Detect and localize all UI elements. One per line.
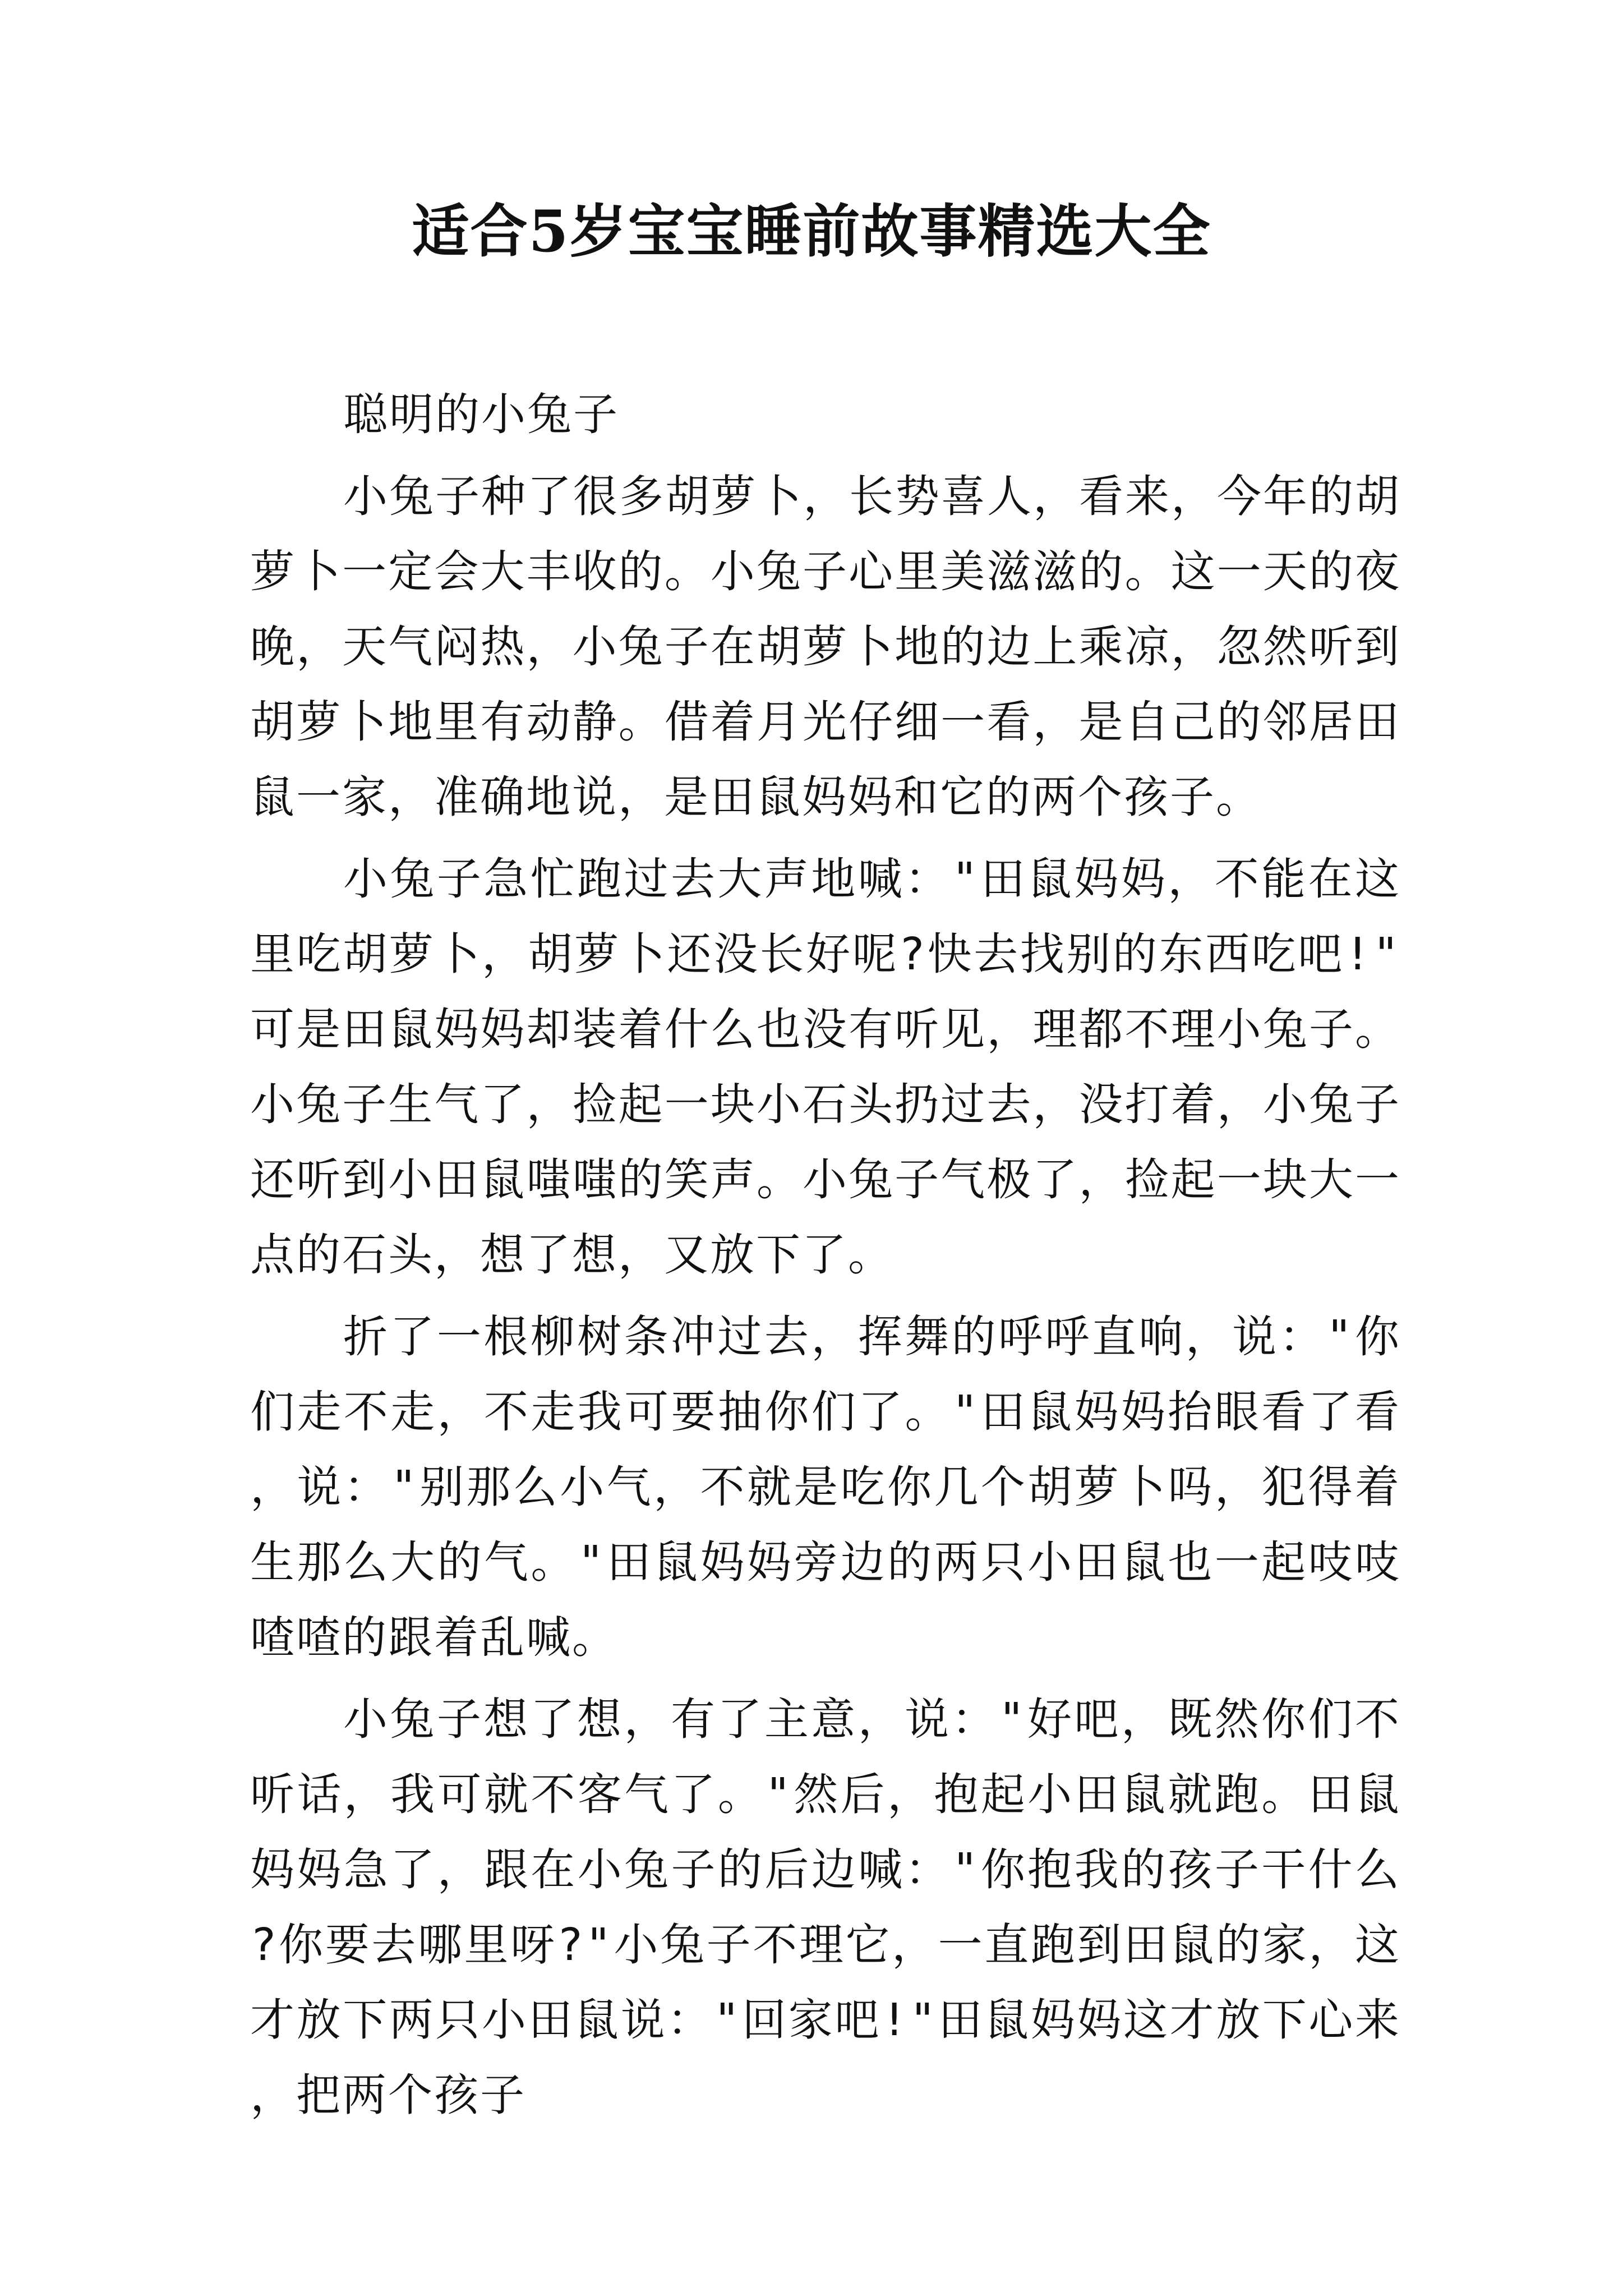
document-title: 适合5岁宝宝睡前故事精选大全 xyxy=(412,198,1211,265)
paragraph: 小兔子种了很多胡萝卜，长势喜人，看来，今年的胡萝卜一定会大丰收的。小兔子心里美滋滋的。这一天的夜晚，天气闷热，小兔子在胡萝卜地的边上乘凉，忽然听到胡萝卜地里有动静。借着月光仔细一看，是自己的邻居田鼠一家，准确地说，是田鼠妈妈和它的两个孩子。 xyxy=(250,471,1401,823)
story-title: 聪明的小兔子 xyxy=(343,389,619,440)
paragraph: 折了一根柳树条冲过去，挥舞的呼呼直响，说："你们走不走，不走我可要抽你们了。"田鼠妈妈抬眼看了看，说："别那么小气，不就是吃你几个胡萝卜吗，犯得着生那么大的气。"田鼠妈妈旁边的两只小田鼠也一起吱吱喳喳的跟着乱喊。 xyxy=(250,1311,1401,1663)
paragraph: 小兔子急忙跑过去大声地喊："田鼠妈妈，不能在这里吃胡萝卜，胡萝卜还没长好呢?快去找别的东西吃吧!"可是田鼠妈妈却装着什么也没有听见，理都不理小兔子。小兔子生气了，捡起一块小石头扔过去，没打着，小兔子还听到小田鼠嗤嗤的笑声。小兔子气极了，捡起一块大一点的石头，想了想，又放下了。 xyxy=(250,853,1401,1281)
paragraph: 小兔子想了想，有了主意，说："好吧，既然你们不听话，我可就不客气了。"然后，抱起小田鼠就跑。田鼠妈妈急了，跟在小兔子的后边喊："你抱我的孩子干什么?你要去哪里呀?"小兔子不理它，一直跑到田鼠的家，这才放下两只小田鼠说："回家吧!"田鼠妈妈这才放下心来，把两个孩子 xyxy=(250,1694,1401,2121)
document-body xyxy=(250,377,1401,2139)
